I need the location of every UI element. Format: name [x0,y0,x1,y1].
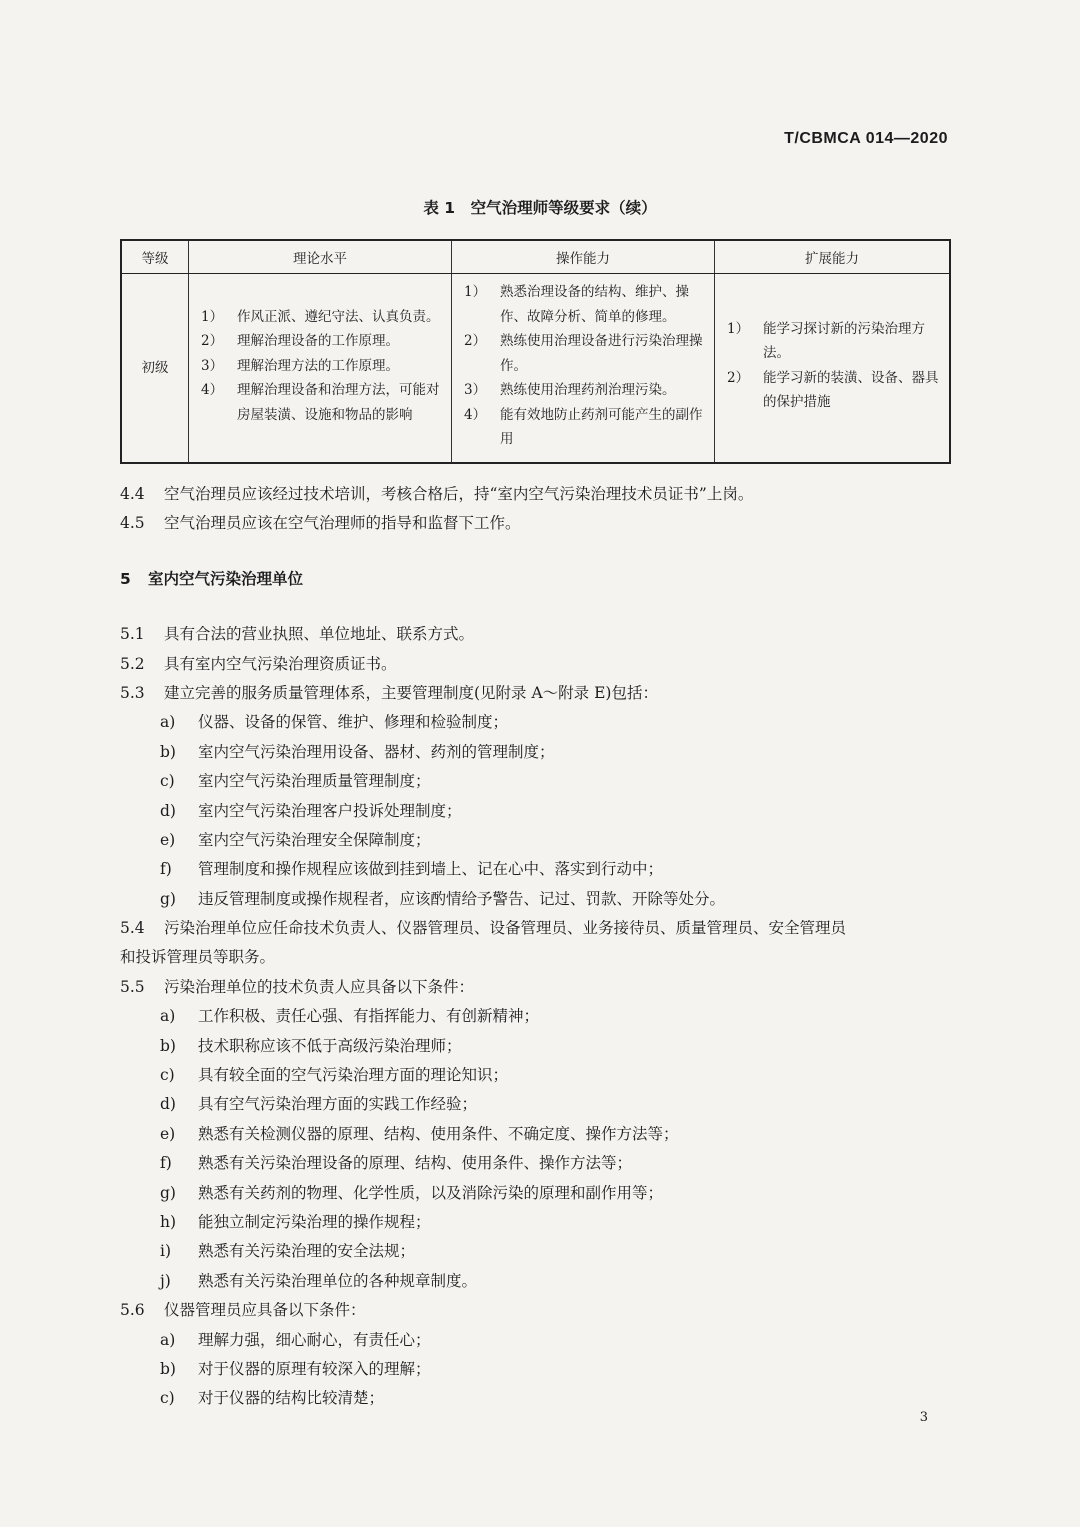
header-extension: 扩展能力 [715,240,951,274]
item-text: 室内空气污染治理质量管理制度； [198,772,431,791]
level-cell: 初级 [121,274,189,463]
item-text: 仪器、设备的保管、维护、修理和检验制度； [198,713,509,732]
list-item [120,767,955,796]
list-item [120,1061,955,1090]
list-item [120,1237,955,1266]
item-number: 2） [727,369,750,386]
clause-text: 具有室内空气污染治理资质证书。 [164,654,397,673]
clause-number: 4.5 [120,514,145,533]
list-item [120,1120,955,1149]
list-item [197,305,443,330]
item-text: 能学习探讨新的污染治理方法。 [763,320,925,362]
clause-text: 空气治理员应该经过技术培训，考核合格后，持“室内空气污染治理技术员证书”上岗。 [164,485,754,503]
list-item [723,366,941,415]
item-letter: c) [160,772,175,791]
list-item [120,1032,955,1061]
list-item [120,1208,955,1237]
clause-4-4 [120,480,955,509]
item-letter: g) [160,889,176,908]
clause-5-4 [120,914,955,943]
item-letter: g) [160,1183,176,1202]
clause-text: 污染治理单位的技术负责人应具备以下条件： [164,977,475,996]
list-item [120,738,955,767]
item-text: 室内空气污染治理用设备、器材、药剂的管理制度； [198,742,555,761]
extension-cell [715,274,951,463]
list-item [197,329,443,354]
clause-5-1 [120,620,955,649]
list-item [460,280,706,329]
list-item [120,797,955,826]
item-text: 熟练使用治理设备进行污染治理操作。 [500,333,703,374]
item-number: 2） [464,333,487,349]
item-text: 能学习新的装潢、设备、器具的保护措施 [763,369,939,411]
section-number: 5 [120,569,131,588]
item-text: 工作积极、责任心强、有指挥能力、有创新精神； [198,1007,540,1026]
list-item [120,855,955,884]
section-text: 室内空气污染治理单位 [148,569,304,588]
clause-number: 5.5 [120,977,145,996]
list-item [120,1326,955,1355]
list-item [197,354,443,379]
document-body [120,480,955,1414]
theory-cell [189,274,452,463]
item-letter: e) [160,830,176,849]
list-item [120,885,955,914]
item-text: 违反管理制度或操作规程者，应该酌情给予警告、记过、罚款、开除等处分。 [198,889,726,908]
section-5-title [120,565,955,594]
clause-5-4-continued [120,943,955,972]
item-letter: f) [160,860,172,879]
clause-number: 5.1 [120,625,145,644]
item-letter: e) [160,1124,176,1143]
item-number: 1） [464,284,487,300]
list-item [460,378,706,403]
item-number: 3） [201,357,224,374]
item-text: 理解力强，细心耐心，有责任心； [198,1330,431,1349]
item-text: 对于仪器的原理有较深入的理解； [198,1359,431,1378]
list-item [120,1179,955,1208]
clause-number: 5.2 [120,654,145,673]
clause-number: 5.3 [120,683,145,702]
item-letter: f) [160,1154,172,1173]
item-number: 1） [201,308,224,325]
item-number: 4） [201,382,224,398]
table-row [121,274,950,463]
table-caption: 表 1 空气治理师等级要求（续） [423,199,657,217]
list-item [120,1002,955,1031]
list-item [197,378,443,427]
clause-text: 和投诉管理员等职务。 [120,948,276,967]
document-code: T/CBMCA 014—2020 [784,130,948,147]
clause-number: 5.6 [120,1301,145,1320]
list-item [460,329,706,378]
item-text: 熟悉有关药剂的物理、化学性质，以及消除污染的原理和副作用等； [198,1183,664,1202]
clause-number: 4.4 [120,485,145,503]
list-item [120,1090,955,1119]
clause-5-6 [120,1296,955,1325]
item-number: 3） [464,382,487,398]
item-text: 理解治理设备和治理方法，可能对房屋装潢、设施和物品的影响 [237,382,440,423]
item-letter: j) [160,1271,171,1290]
clause-text: 污染治理单位应任命技术负责人、仪器管理员、设备管理员、业务接待员、质量管理员、安全管理员 [164,919,847,938]
item-text: 具有空气污染治理方面的实践工作经验； [198,1095,478,1114]
item-letter: c) [160,1389,175,1408]
item-number: 4） [464,406,487,423]
page-number: 3 [919,1410,928,1425]
list-item [120,1267,955,1296]
item-text: 技术职称应该不低于高级污染治理师； [198,1036,462,1055]
item-letter: a) [160,1007,176,1026]
item-text: 熟练使用治理药剂治理污染。 [500,382,676,398]
item-letter: c) [160,1066,175,1085]
item-letter: b) [160,1036,176,1055]
item-letter: b) [160,742,176,761]
item-letter: a) [160,1330,176,1349]
grade-requirements-table [120,239,951,464]
item-number: 1） [727,320,750,337]
item-text: 理解治理方法的工作原理。 [237,357,399,374]
item-text: 能独立制定污染治理的操作规程； [198,1212,431,1231]
item-letter: d) [160,1095,176,1114]
list-item [120,826,955,855]
clause-text: 建立完善的服务质量管理体系，主要管理制度(见附录 A～附录 E)包括： [164,683,658,702]
item-letter: a) [160,713,176,732]
item-text: 室内空气污染治理客户投诉处理制度； [198,801,462,820]
item-text: 熟悉有关污染治理设备的原理、结构、使用条件、操作方法等； [198,1154,633,1173]
clause-text: 具有合法的营业执照、单位地址、联系方式。 [164,625,475,644]
header-level: 等级 [121,240,189,274]
item-text: 熟悉有关检测仪器的原理、结构、使用条件、不确定度、操作方法等； [198,1124,679,1143]
operation-cell [452,274,715,463]
item-letter: d) [160,801,176,820]
list-item [120,1384,955,1413]
table-header-row [121,240,950,274]
item-text: 管理制度和操作规程应该做到挂到墙上、记在心中、落实到行动中； [198,860,664,879]
clause-5-5 [120,973,955,1002]
clause-text: 仪器管理员应具备以下条件： [164,1301,366,1320]
clause-5-2 [120,650,955,679]
item-text: 熟悉治理设备的结构、维护、操作、故障分析、简单的修理。 [500,284,689,325]
item-text: 具有较全面的空气污染治理方面的理论知识； [198,1066,509,1085]
list-item [460,403,706,452]
clause-5-3 [120,679,955,708]
item-text: 理解治理设备的工作原理。 [237,333,399,349]
list-item [120,1355,955,1384]
list-item [723,317,941,366]
header-theory: 理论水平 [189,240,452,274]
header-operation: 操作能力 [452,240,715,274]
list-item [120,1149,955,1178]
clause-text: 空气治理员应该在空气治理师的指导和监督下工作。 [164,514,521,533]
item-text: 作风正派、遵纪守法、认真负责。 [237,308,440,325]
clause-number: 5.4 [120,919,145,938]
item-text: 对于仪器的结构比较清楚； [198,1389,385,1408]
clause-4-5 [120,509,955,538]
item-text: 熟悉有关污染治理的安全法规； [198,1242,416,1261]
item-text: 熟悉有关污染治理单位的各种规章制度。 [198,1271,478,1290]
item-text: 能有效地防止药剂可能产生的副作用 [500,406,703,447]
item-text: 室内空气污染治理安全保障制度； [198,830,431,849]
item-letter: i) [160,1242,172,1261]
item-letter: h) [160,1212,177,1231]
item-number: 2） [201,333,224,349]
list-item [120,708,955,737]
item-letter: b) [160,1359,176,1378]
